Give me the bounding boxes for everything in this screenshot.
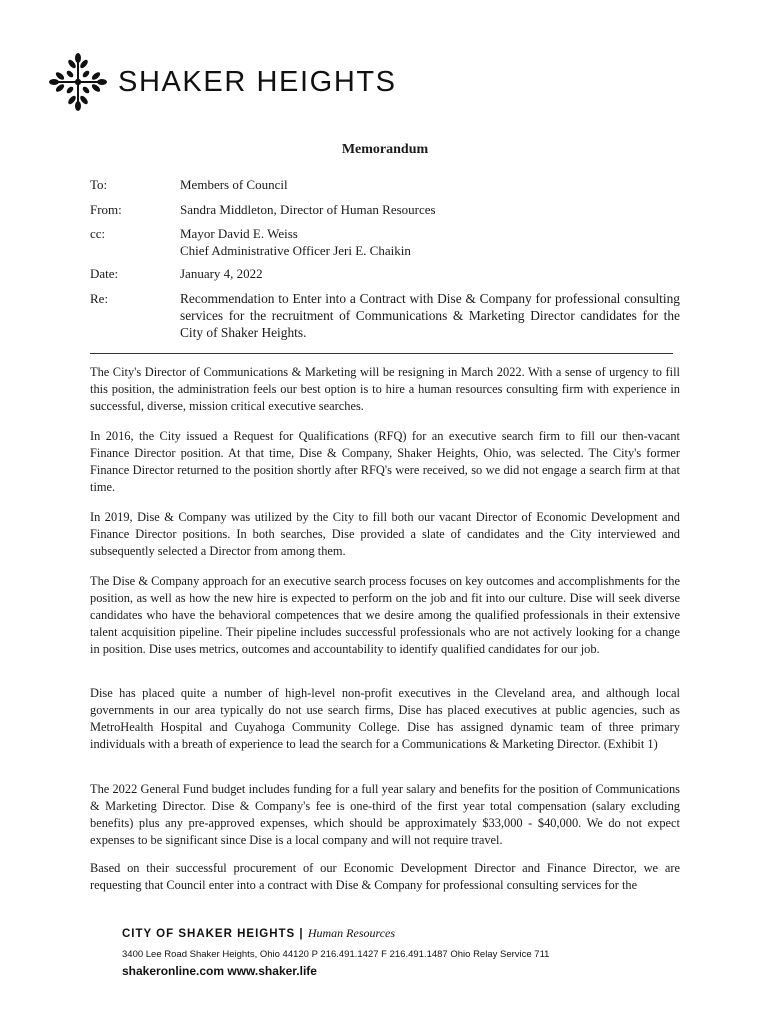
leaf-cluster-icon — [46, 50, 110, 114]
footer-org: CITY OF SHAKER HEIGHTS — [122, 928, 296, 940]
paragraph-5: Dise has placed quite a number of high-level non-profit executives in the Cleveland area, and although local governments in our area typically do not use search firms, Dise has placed executives at public agencies, such as MetroHealth Hospital and Cuyahoga Community College. Dise has assigned dynamic team of three primary individuals with a breath of experience to lead the search for a Communications & Marketing Director. (Exhibit 1) — [90, 686, 680, 751]
logo-wordmark: SHAKER HEIGHTS — [118, 65, 397, 98]
footer-address: 3400 Lee Road Shaker Heights, Ohio 44120 P 216.491.1427 F 216.491.1487 Ohio Relay Service 711 — [122, 949, 550, 960]
re-label: Re: — [90, 291, 109, 306]
date-label: Date: — [90, 266, 119, 281]
from-value: Sandra Middleton, Director of Human Resources — [180, 202, 436, 217]
cc-label: cc: — [90, 226, 106, 241]
paragraph-4: The Dise & Company approach for an executive search process focuses on key outcomes and accomplishments for the position, as well as how the new hire is expected to perform on the job and fit into our culture. Dise will seek diverse candidates who have the behavioral competences that we desire among the qualified professionals in their extensive talent acquisition pipeline. Their pipeline includes successful professionals who are not actively looking for a change in position. Dise uses metrics, outcomes and accountability to identify qualified candidates for our job. — [90, 574, 680, 656]
footer-department: Human Resources — [307, 926, 396, 940]
header-divider — [90, 353, 673, 354]
paragraph-1: The City's Director of Communications & Marketing will be resigning in March 2022. With a sense of urgency to fill this position, the administration feels our best option is to hire a human resources consulting firm with experience in successful, diverse, mission critical executive searches. — [90, 365, 680, 413]
memo-title: Memorandum — [341, 142, 429, 157]
to-label: To: — [90, 177, 108, 192]
paragraph-7: Based on their successful procurement of our Economic Development Director and Finance Director, we are requesting that Council enter into a contract with Dise & Company for professional consulting services for the — [90, 861, 680, 892]
re-value: Recommendation to Enter into a Contract with Dise & Company for professional consulting services for the recruitment of Communications & Marketing Director candidates for the City of Shaker Heights. — [180, 291, 680, 340]
paragraph-2: In 2016, the City issued a Request for Qualifications (RFQ) for an executive search firm to fill our then-vacant Finance Director position. At that time, Dise & Company, Shaker Heights, Ohio, was selected. The City's former Finance Director returned to the position shortly after RFQ's were received, so we did not engage a search firm at that time. — [90, 429, 680, 494]
footer-org-line — [122, 926, 549, 941]
footer-separator: | — [299, 928, 304, 940]
paragraph-6: The 2022 General Fund budget includes funding for a full year salary and benefits for the position of Communications & Marketing Director. Dise & Company's fee is one-third of the first year total compensation (salary excluding benefits) plus any pre-approved expenses, which should be approximately $33,000 - $40,000. We do not expect expenses to be significant since Dise is a local company and will not require travel. — [90, 782, 680, 847]
to-value: Members of Council — [180, 177, 288, 192]
from-label: From: — [90, 202, 122, 217]
page-footer — [122, 926, 549, 978]
cc-line-2: Chief Administrative Officer Jeri E. Chaikin — [180, 243, 411, 258]
footer-websites: shakeronline.com www.shaker.life — [122, 964, 317, 978]
paragraph-3: In 2019, Dise & Company was utilized by the City to fill both our vacant Director of Economic Development and Finance Director positions. In both searches, Dise provided a slate of candidates and the City interviewed and subsequently selected a Director from among them. — [90, 510, 680, 558]
date-value: January 4, 2022 — [180, 266, 263, 281]
cc-value — [180, 225, 680, 259]
city-logo — [46, 50, 397, 114]
cc-line-1: Mayor David E. Weiss — [180, 226, 298, 241]
